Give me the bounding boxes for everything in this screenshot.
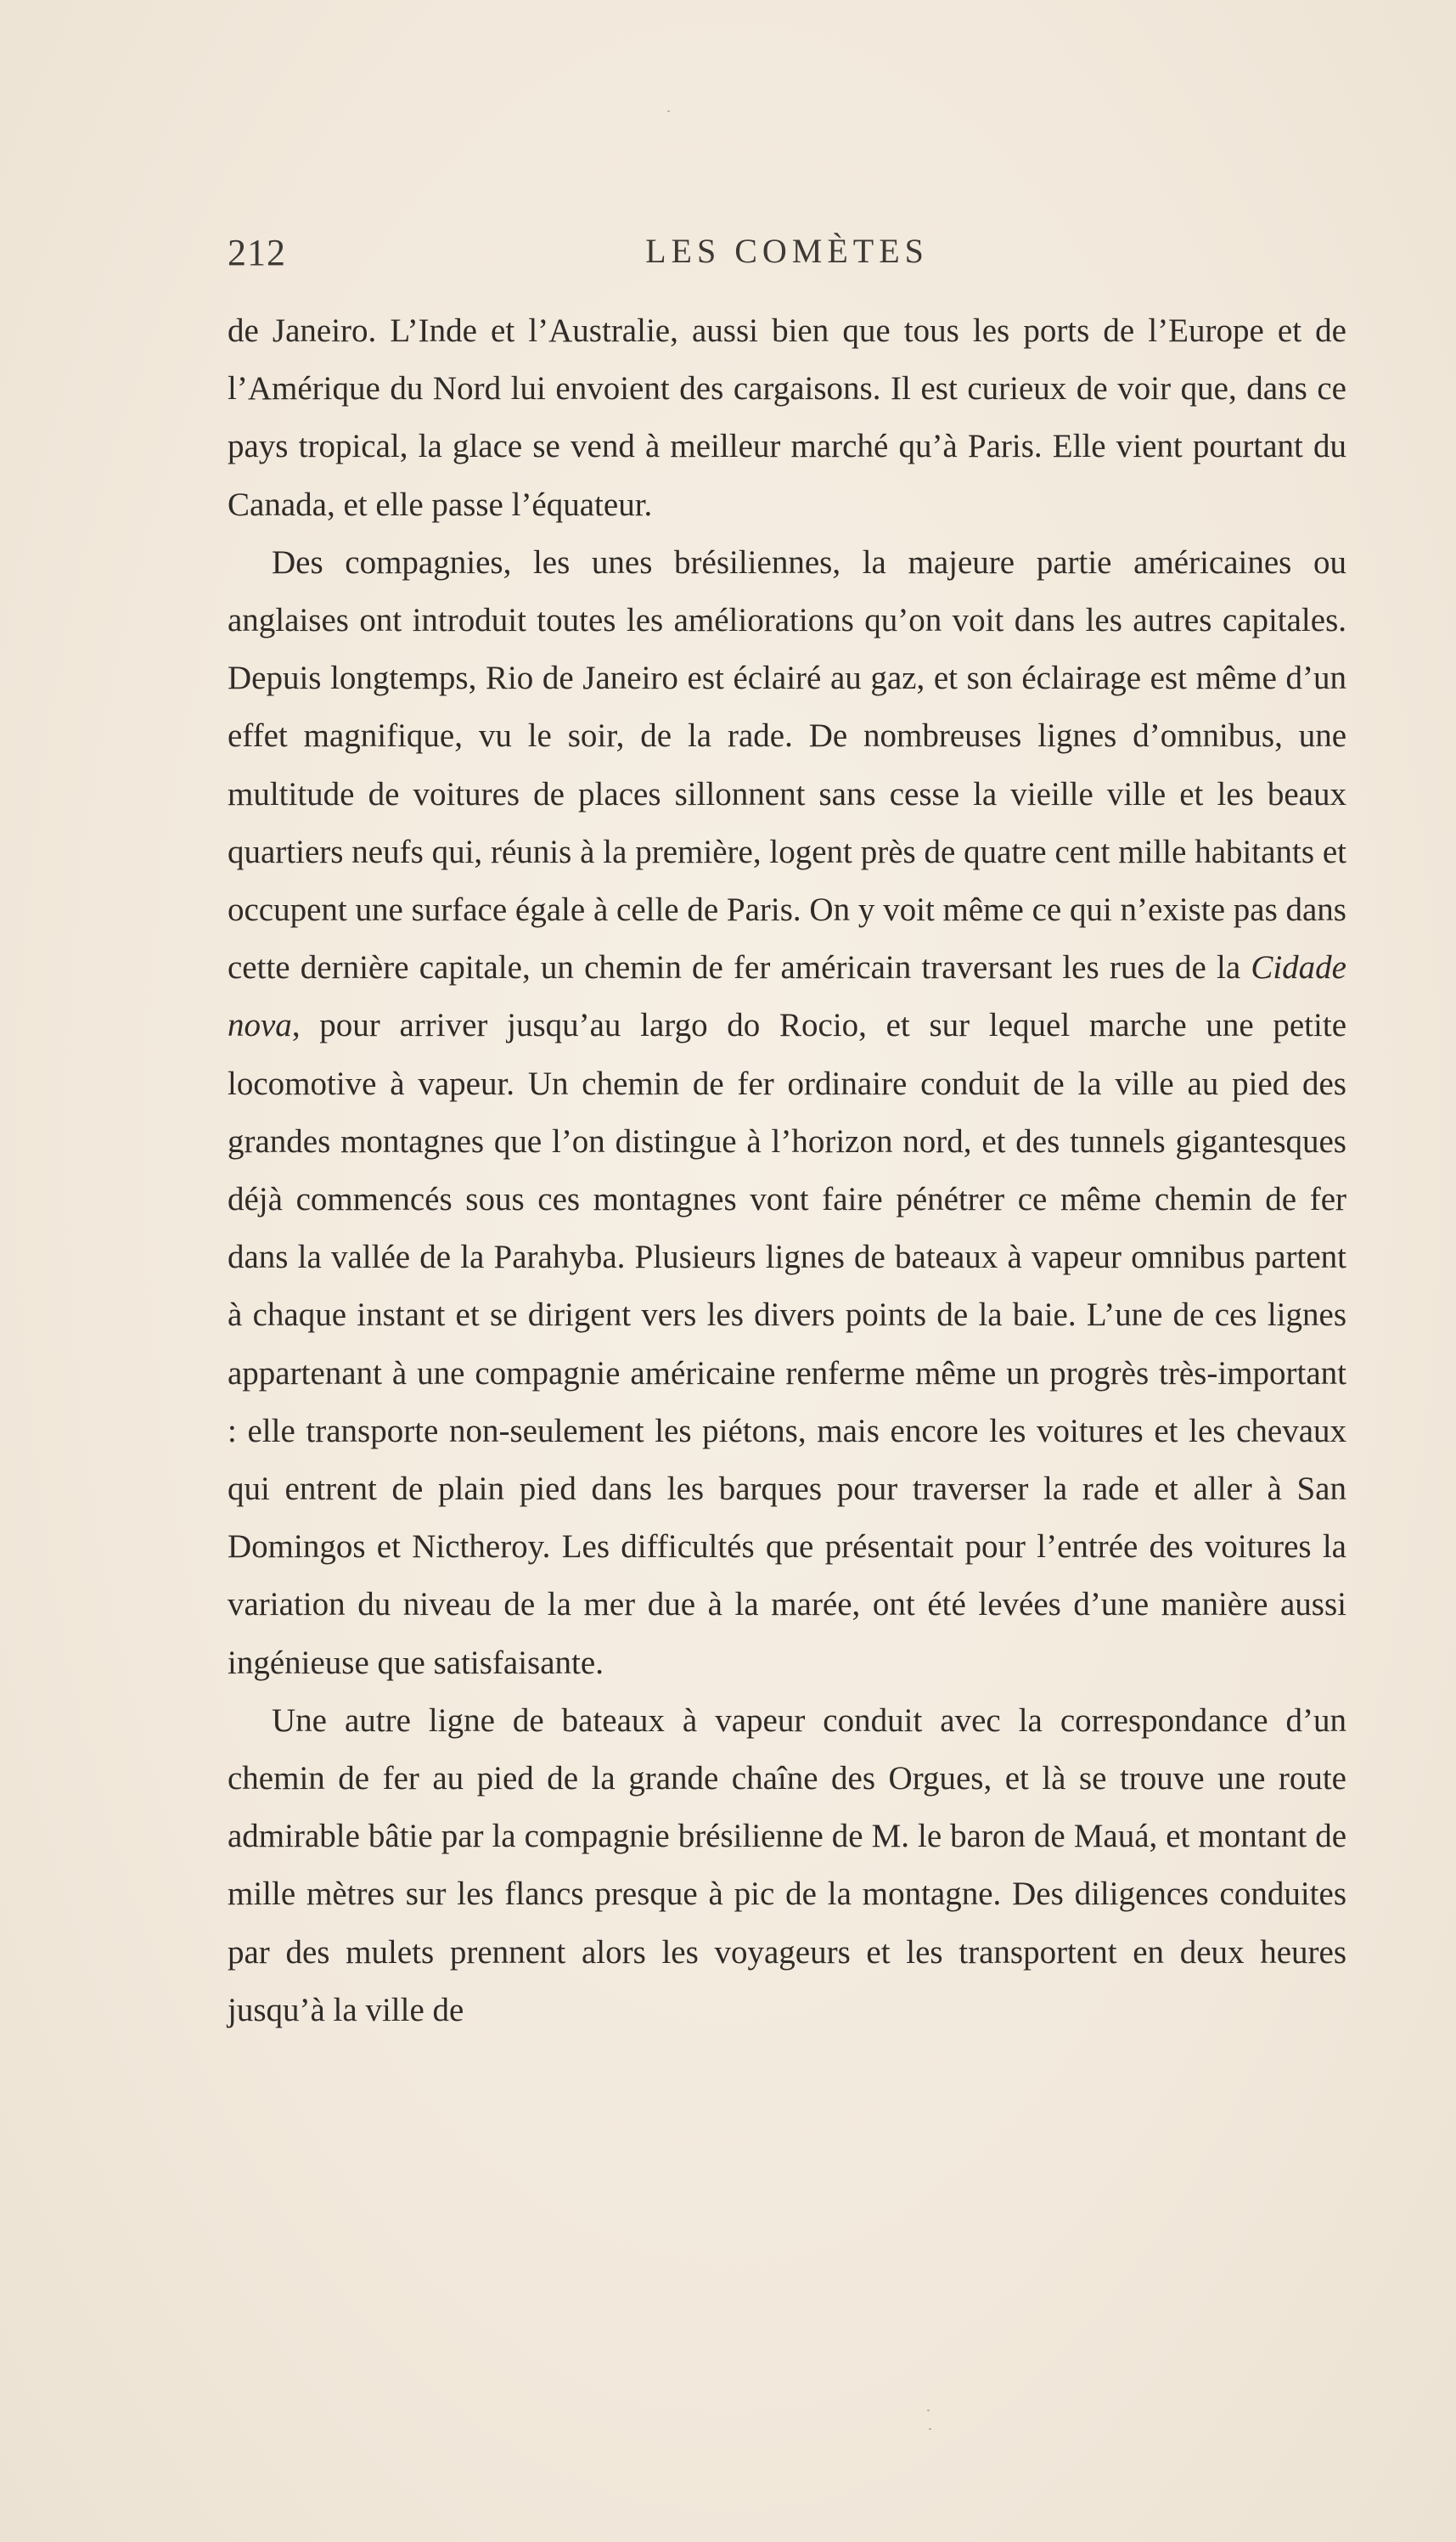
running-head: LES COMÈTES — [645, 232, 929, 270]
page-number: 212 — [228, 232, 286, 273]
italic-place-name: Cidade nova — [228, 949, 1346, 1044]
paragraph — [228, 534, 1346, 1692]
paper-speck — [667, 110, 670, 112]
paper-speck — [927, 2410, 930, 2411]
paragraph: Une autre ligne de bateaux à vapeur conduit avec la correspondance d’un chemin de fer au pied de la grande chaîne des Orgues, et là se trouve une route admirable bâtie par la compagnie brésilienne de M. le baron de Mauá, et montant de mille mètres sur les flancs presque à pic de la montagne. Des diligences conduites par des mulets prennent alors les voyageurs et les transportent en deux heures jusqu’à la ville de — [228, 1701, 1346, 2028]
body-text — [228, 302, 1346, 2039]
paragraph-text: , pour arriver jusqu’au largo do Rocio, et sur lequel marche une petite locomotive à vapeur. Un chemin de fer ordinaire conduit de la ville au pied des grandes montagnes que l’on distingue à l’horizon nord, et des tunnels gigantesques déjà commencés sous ces montagnes vont faire pénétrer ce même chemin de fer dans la vallée de la Parahyba. Plusieurs lignes de bateaux à vapeur omnibus partent à chaque instant et se dirigent vers les divers points de la baie. L’une de ces lignes appartenant à une compagnie américaine renferme même un progrès très-important : elle transporte non-seulement les piétons, mais encore les voitures et les chevaux qui entrent de plain pied dans les barques pour traverser la rade et aller à San Domingos et Nictheroy. Les difficultés que présentait pour l’entrée des voitures la variation du niveau de la mer due à la marée, ont été levées d’une manière aussi ingénieuse que satisfaisante. — [228, 1007, 1346, 1681]
paragraph-text: Des compagnies, les unes brésiliennes, la majeure partie américaines ou anglaises ont introduit toutes les améliorations qu’on voit dans les autres capitales. Depuis longtemps, Rio de Janeiro est éclairé au gaz, et son éclairage est même d’un effet magnifique, vu le soir, de la rade. De nombreuses lignes d’omnibus, une multitude de voitures de places sillonnent sans cesse la vieille ville et les beaux quartiers neufs qui, réunis à la première, logent près de quatre cent mille habitants et occupent une surface égale à celle de Paris. On y voit même ce qui n’existe pas dans cette dernière capitale, un chemin de fer américain traversant les rues de la — [228, 543, 1346, 987]
paper-speck — [929, 2428, 931, 2430]
paragraph: de Janeiro. L’Inde et l’Australie, aussi bien que tous les ports de l’Europe et de l’Amérique du Nord lui envoient des cargaisons. Il est curieux de voir que, dans ce pays tropical, la glace se vend à meilleur marché qu’à Paris. Elle vient pourtant du Canada, et elle passe l’équateur. — [228, 312, 1346, 523]
page-header — [228, 231, 1346, 282]
